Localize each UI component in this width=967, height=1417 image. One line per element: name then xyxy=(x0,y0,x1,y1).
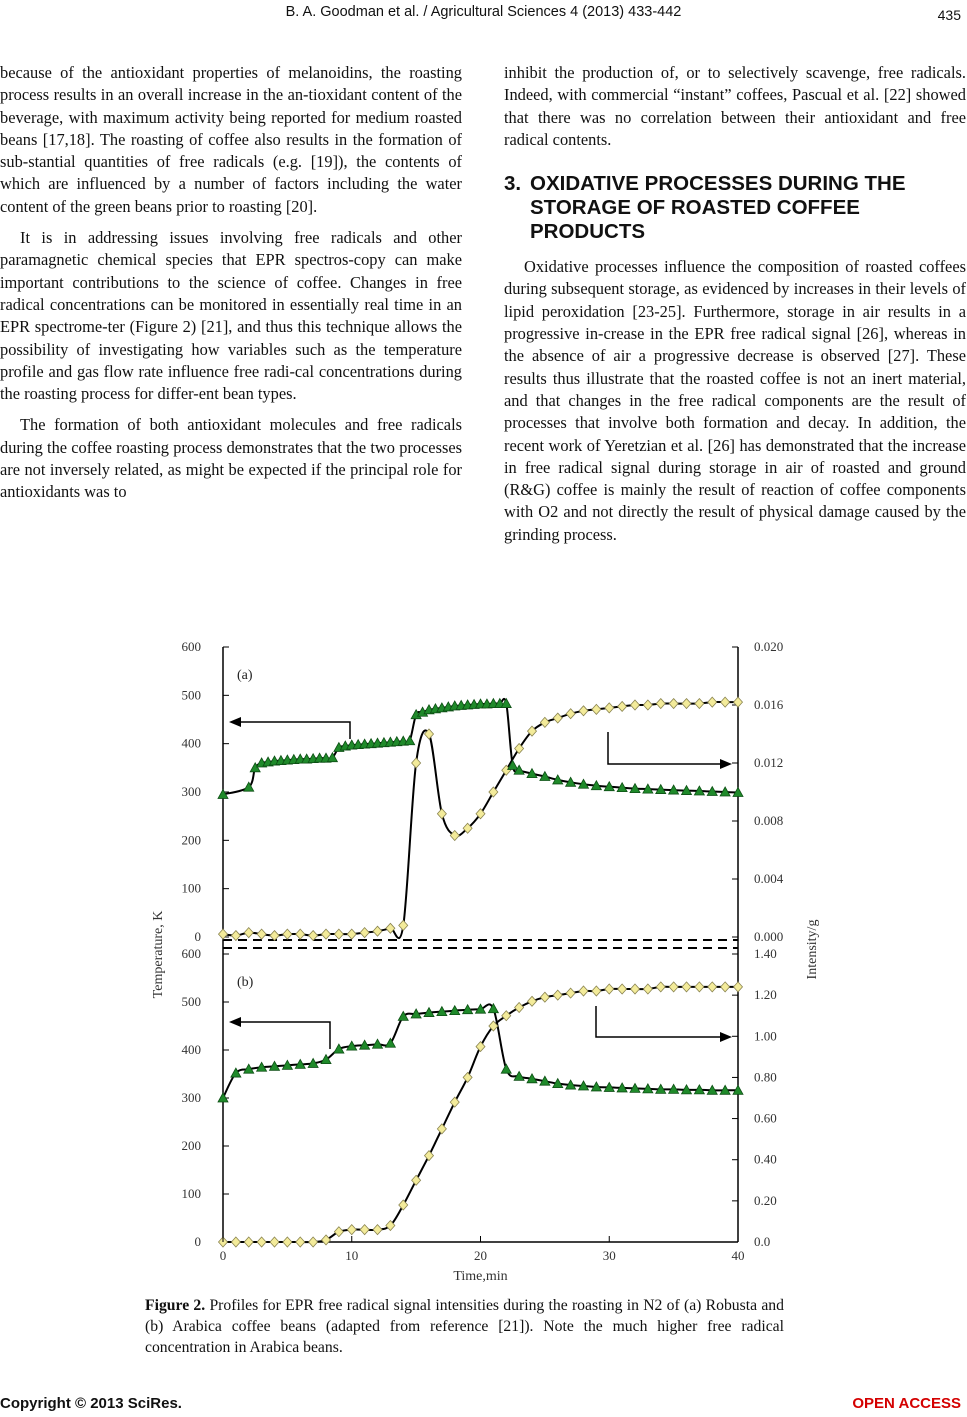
intensity-point xyxy=(605,703,614,713)
paragraph: Oxidative processes influence the composition of roasted coffees during subsequent storage, as evidenced by increases in their levels of lipid peroxidation [23-25]. Furthermore, storage in air results in a progressive in-crease in the EPR free radical signal [26], whereas in the absence of air a progressive decrease is observed [27]. These results thus illustrate that the roasted coffee is not an inert material, and that changes in the free radical components are the result of processes that involve both formation and decay. In addition, the recent work of Yeretzian et al. [26] has demonstrated that the increase in free radical signal during storage in air of roasted and ground (R&G) coffee is mainly the result of reaction of coffee components with O2 and not directly the result of physical damage caused by the grinding process. xyxy=(504,257,966,544)
intensity-point xyxy=(244,1237,253,1247)
left-tick-label: 200 xyxy=(181,832,201,848)
page-number: 435 xyxy=(937,7,961,23)
intensity-point xyxy=(695,982,704,992)
left-tick-label: 400 xyxy=(181,1042,201,1057)
intensity-point xyxy=(643,700,652,710)
paragraph: The formation of both antioxidant molecules and free radicals during the coffee roasting process demonstrates that the two processes are not inversely related, as might be expected if the principal role for antioxidants was to xyxy=(0,415,462,502)
x-tick-label: 40 xyxy=(731,1248,745,1263)
intensity-point xyxy=(412,758,421,768)
intensity-line-a xyxy=(223,702,738,938)
right-tick-label: 0.016 xyxy=(754,697,784,712)
intensity-point xyxy=(450,1097,459,1107)
intensity-point xyxy=(425,1151,434,1161)
intensity-point xyxy=(605,984,614,994)
right-tick-label: 0.004 xyxy=(754,871,784,886)
intensity-point xyxy=(721,982,730,992)
intensity-point xyxy=(334,1227,343,1237)
intensity-point xyxy=(399,920,408,930)
intensity-point xyxy=(669,982,678,992)
left-tick-label: 0 xyxy=(194,929,201,944)
paragraph: It is in addressing issues involving free radicals and other paramagnetic chemical species that EPR spectros-copy can make important contributions to the science of coffee. Changes in free radical concentrations can be monitored in essentially real time in an EPR spectrome-ter (Figure 2) [21], and thus this technique allows the possibility of investigating how variables such as the temperature profile and gas flow rate influence free radi-cal concentrations during the roasting process for differ-ent bean types. xyxy=(0,228,462,404)
intensity-point xyxy=(502,1011,511,1021)
right-tick-label: 0.40 xyxy=(754,1151,777,1167)
intensity-point xyxy=(257,1237,266,1247)
intensity-point xyxy=(592,986,601,996)
right-tick-label: 0.008 xyxy=(754,813,784,828)
intensity-point xyxy=(734,697,743,707)
intensity-point xyxy=(656,982,665,992)
arrowhead xyxy=(720,759,732,769)
x-tick-label: 0 xyxy=(219,1248,227,1263)
left-axis-arrow xyxy=(235,1022,330,1049)
y-axis-label-left: Temperature, K xyxy=(151,910,166,999)
intensity-point xyxy=(270,1237,279,1247)
intensity-point xyxy=(669,699,678,709)
intensity-point xyxy=(360,928,369,938)
intensity-point xyxy=(656,699,665,709)
intensity-point xyxy=(528,996,537,1006)
panel-label-a: (a) xyxy=(237,668,253,683)
right-tick-label: 0.80 xyxy=(754,1069,777,1085)
section-number: 3. xyxy=(504,172,522,196)
intensity-point xyxy=(708,697,717,707)
section-heading xyxy=(504,172,966,244)
left-tick-label: 500 xyxy=(181,687,201,703)
intensity-point xyxy=(643,984,652,994)
intensity-point xyxy=(695,699,704,709)
intensity-point xyxy=(373,926,382,936)
left-tick-label: 600 xyxy=(181,946,201,961)
caption-label: Figure 2. xyxy=(145,1297,206,1314)
x-axis-label: Time,min xyxy=(453,1269,508,1284)
intensity-point xyxy=(682,699,691,709)
intensity-point xyxy=(244,928,253,938)
left-tick-label: 100 xyxy=(181,1186,201,1201)
intensity-point xyxy=(257,929,266,939)
x-tick-label: 20 xyxy=(474,1248,487,1263)
intensity-point xyxy=(347,929,356,939)
left-tick-label: 600 xyxy=(181,639,201,654)
open-access-badge: OPEN ACCESS xyxy=(852,1395,961,1412)
intensity-point xyxy=(296,929,305,939)
intensity-point xyxy=(309,1237,318,1247)
right-tick-label: 1.40 xyxy=(754,946,777,961)
intensity-point xyxy=(553,990,562,1000)
temperature-point xyxy=(398,1011,408,1020)
epr-roasting-chart xyxy=(140,632,830,1292)
arrowhead xyxy=(720,1032,732,1042)
left-tick-label: 100 xyxy=(181,880,201,896)
intensity-point xyxy=(566,709,575,719)
right-tick-label: 0.012 xyxy=(754,755,784,770)
intensity-point xyxy=(283,929,292,939)
intensity-line-b xyxy=(223,987,738,1242)
intensity-point xyxy=(373,1225,382,1235)
left-column xyxy=(0,62,462,504)
paragraph: inhibit the production of, or to selectively scavenge, free radicals. Indeed, with commercial “instant” coffees, Pascual et al. [22] showed that there was no correlation between their antioxidant and free radical contents. xyxy=(504,63,966,149)
left-tick-label: 300 xyxy=(181,1090,201,1105)
x-tick-label: 10 xyxy=(345,1248,359,1263)
intensity-point xyxy=(476,1042,485,1052)
intensity-point xyxy=(579,706,588,716)
intensity-point xyxy=(515,1002,524,1012)
intensity-point xyxy=(412,1175,421,1185)
copyright-notice: Copyright © 2013 SciRes. xyxy=(0,1395,182,1412)
intensity-point xyxy=(553,713,562,723)
intensity-point xyxy=(322,929,331,939)
right-column xyxy=(504,62,966,546)
intensity-point xyxy=(463,1072,472,1082)
running-title: B. A. Goodman et al. / Agricultural Sciences 4 (2013) 433-442 xyxy=(285,4,682,20)
page-header xyxy=(0,2,967,24)
right-axis-arrow xyxy=(608,732,726,764)
paragraph: because of the antioxidant properties of melanoidins, the roasting process results in an overall increase in the an-tioxidant content of the beverage, with maximum activity being reported for medium roasted beans [17,18]. The roasting of coffee also results in the formation of sub-stantial quantities of free radicals (e.g. [19]), the contents of which are influenced by a number of factors including the water content of the green beans prior to roasting [20]. xyxy=(0,63,462,216)
intensity-point xyxy=(322,1235,331,1245)
intensity-point xyxy=(399,1200,408,1210)
x-tick-label: 30 xyxy=(602,1248,616,1263)
right-tick-label: 0.020 xyxy=(754,639,784,654)
temperature-point xyxy=(501,1064,511,1073)
intensity-point xyxy=(618,701,627,711)
intensity-point xyxy=(347,1225,356,1235)
intensity-point xyxy=(283,1237,292,1247)
y-axis-label-right: Intensity/g xyxy=(805,919,820,980)
intensity-point xyxy=(540,992,549,1002)
left-axis-arrow xyxy=(235,722,350,739)
right-tick-label: 0.60 xyxy=(754,1110,777,1126)
intensity-point xyxy=(721,697,730,707)
figure-caption xyxy=(145,1295,784,1358)
section-title: OXIDATIVE PROCESSES DURING THE STORAGE OF ROASTED COFFEE PRODUCTS xyxy=(530,172,906,244)
intensity-point xyxy=(734,982,743,992)
intensity-point xyxy=(231,1237,240,1247)
intensity-point xyxy=(631,984,640,994)
temperature-point xyxy=(385,1038,395,1047)
arrowhead xyxy=(229,717,241,727)
intensity-point xyxy=(334,929,343,939)
right-tick-label: 0.20 xyxy=(754,1192,777,1208)
intensity-point xyxy=(450,831,459,841)
intensity-point xyxy=(566,988,575,998)
intensity-point xyxy=(437,1124,446,1134)
temperature-point xyxy=(231,1068,241,1077)
intensity-point xyxy=(360,1225,369,1235)
left-tick-label: 400 xyxy=(181,735,201,751)
right-axis-arrow xyxy=(596,1006,726,1037)
intensity-point xyxy=(631,700,640,710)
intensity-point xyxy=(682,982,691,992)
left-tick-label: 0 xyxy=(194,1234,201,1249)
left-tick-label: 200 xyxy=(181,1138,201,1153)
intensity-point xyxy=(540,717,549,727)
arrowhead xyxy=(229,1017,241,1027)
intensity-point xyxy=(592,704,601,714)
intensity-point xyxy=(618,984,627,994)
right-tick-label: 0.000 xyxy=(754,929,784,944)
caption-text: Profiles for EPR free radical signal intensities during the roasting in N2 of (a) Robusta and (b) Arabica coffee beans (adapted from reference [21]). Note the much higher free radical concentration in Arabica beans. xyxy=(145,1297,784,1356)
right-tick-label: 0.0 xyxy=(754,1234,771,1249)
intensity-point xyxy=(437,809,446,819)
temperature-line-a xyxy=(223,699,738,794)
intensity-point xyxy=(579,986,588,996)
figure-2 xyxy=(140,632,830,1292)
intensity-point xyxy=(708,982,717,992)
left-tick-label: 500 xyxy=(181,994,201,1009)
intensity-point xyxy=(219,929,228,939)
temperature-point xyxy=(405,736,415,745)
right-tick-label: 1.00 xyxy=(754,1028,777,1044)
right-tick-label: 1.20 xyxy=(754,987,777,1003)
intensity-point xyxy=(296,1237,305,1247)
left-tick-label: 300 xyxy=(181,784,201,799)
panel-label-b: (b) xyxy=(237,975,254,990)
